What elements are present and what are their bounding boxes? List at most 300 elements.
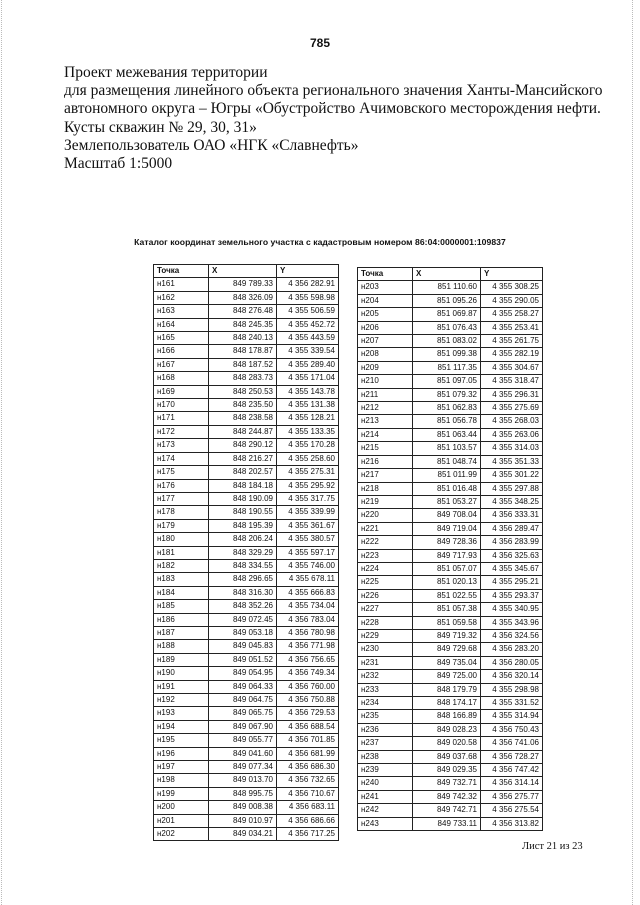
y-cell: 4 355 734.04	[277, 600, 339, 613]
point-cell: н200	[154, 801, 209, 814]
y-cell: 4 355 258.27	[481, 308, 543, 321]
point-cell: н166	[154, 345, 209, 358]
point-cell: н221	[358, 522, 413, 535]
point-cell: н171	[154, 412, 209, 425]
y-cell: 4 355 143.78	[277, 385, 339, 398]
table-row	[154, 372, 339, 385]
table-row	[154, 305, 339, 318]
y-cell: 4 355 258.60	[277, 452, 339, 465]
point-cell: н198	[154, 774, 209, 787]
point-cell: н238	[358, 750, 413, 763]
x-cell: 851 062.83	[413, 402, 481, 415]
table-row	[358, 402, 543, 415]
point-cell: н214	[358, 428, 413, 441]
y-cell: 4 355 133.35	[277, 425, 339, 438]
x-cell: 851 057.07	[413, 562, 481, 575]
table-row	[154, 814, 339, 827]
x-cell: 849 041.60	[209, 747, 277, 760]
header-line: Кусты скважин № 29, 30, 31»	[64, 118, 257, 136]
page-edge-left	[1, 0, 3, 905]
point-cell: н189	[154, 653, 209, 666]
y-cell: 4 356 741.06	[481, 737, 543, 750]
document-header	[64, 64, 624, 173]
y-cell: 4 356 747.42	[481, 764, 543, 777]
x-cell: 848 195.39	[209, 519, 277, 532]
table-row	[358, 321, 543, 334]
table-row	[154, 774, 339, 787]
x-cell: 848 250.53	[209, 385, 277, 398]
table-row	[154, 761, 339, 774]
table-row	[358, 710, 543, 723]
x-cell: 848 240.13	[209, 332, 277, 345]
x-cell: 849 733.11	[413, 817, 481, 830]
x-cell: 849 729.68	[413, 643, 481, 656]
table-row	[154, 506, 339, 519]
y-cell: 4 355 298.98	[481, 683, 543, 696]
x-cell: 848 245.35	[209, 318, 277, 331]
point-cell: н199	[154, 787, 209, 800]
y-cell: 4 355 282.19	[481, 348, 543, 361]
x-cell: 848 244.87	[209, 425, 277, 438]
y-cell: 4 356 750.88	[277, 694, 339, 707]
y-cell: 4 355 268.03	[481, 415, 543, 428]
x-cell: 849 072.45	[209, 613, 277, 626]
x-cell: 848 329.29	[209, 546, 277, 559]
x-cell: 849 789.33	[209, 278, 277, 291]
y-cell: 4 356 275.77	[481, 790, 543, 803]
table-row	[358, 629, 543, 642]
point-cell: н165	[154, 332, 209, 345]
x-cell: 848 326.09	[209, 291, 277, 304]
point-cell: н243	[358, 817, 413, 830]
table-row	[154, 667, 339, 680]
y-cell: 4 356 333.31	[481, 509, 543, 522]
table-row	[154, 332, 339, 345]
y-cell: 4 355 170.28	[277, 439, 339, 452]
point-cell: н240	[358, 777, 413, 790]
y-cell: 4 356 710.67	[277, 787, 339, 800]
table-row	[154, 586, 339, 599]
y-cell: 4 355 361.67	[277, 519, 339, 532]
y-cell: 4 356 282.91	[277, 278, 339, 291]
x-cell: 848 166.89	[413, 710, 481, 723]
point-cell: н225	[358, 576, 413, 589]
x-cell: 848 178.87	[209, 345, 277, 358]
x-cell: 848 316.30	[209, 586, 277, 599]
point-cell: н193	[154, 707, 209, 720]
x-cell: 848 283.73	[209, 372, 277, 385]
table-row	[358, 495, 543, 508]
x-cell: 849 010.97	[209, 814, 277, 827]
x-cell: 848 202.57	[209, 466, 277, 479]
table-row	[358, 294, 543, 307]
y-cell: 4 355 295.21	[481, 576, 543, 589]
y-cell: 4 355 314.94	[481, 710, 543, 723]
point-cell: н209	[358, 361, 413, 374]
table-row	[358, 509, 543, 522]
x-cell: 848 290.12	[209, 439, 277, 452]
y-cell: 4 355 304.67	[481, 361, 543, 374]
table-row	[358, 482, 543, 495]
point-cell: н236	[358, 723, 413, 736]
x-cell: 848 174.17	[413, 697, 481, 710]
point-cell: н163	[154, 305, 209, 318]
point-cell: н184	[154, 586, 209, 599]
point-cell: н164	[154, 318, 209, 331]
y-cell: 4 356 289.47	[481, 522, 543, 535]
table-row	[358, 683, 543, 696]
table-row	[154, 720, 339, 733]
x-cell: 848 190.55	[209, 506, 277, 519]
x-cell: 848 216.27	[209, 452, 277, 465]
y-cell: 4 356 320.14	[481, 670, 543, 683]
point-cell: н179	[154, 519, 209, 532]
y-cell: 4 356 313.82	[481, 817, 543, 830]
coordinates-table-left	[153, 264, 339, 841]
x-cell: 849 008.38	[209, 801, 277, 814]
y-cell: 4 355 295.92	[277, 479, 339, 492]
table-row	[154, 801, 339, 814]
y-cell: 4 356 681.99	[277, 747, 339, 760]
point-cell: н208	[358, 348, 413, 361]
y-cell: 4 356 283.20	[481, 643, 543, 656]
table-row	[154, 492, 339, 505]
y-cell: 4 355 296.31	[481, 388, 543, 401]
table-row	[358, 589, 543, 602]
point-cell: н201	[154, 814, 209, 827]
table-row	[358, 737, 543, 750]
point-cell: н161	[154, 278, 209, 291]
y-cell: 4 355 340.95	[481, 603, 543, 616]
y-cell: 4 356 750.43	[481, 723, 543, 736]
table-row	[154, 559, 339, 572]
point-cell: н231	[358, 656, 413, 669]
x-cell: 851 057.38	[413, 603, 481, 616]
x-cell: 848 187.52	[209, 358, 277, 371]
y-cell: 4 355 348.25	[481, 495, 543, 508]
x-cell: 851 020.13	[413, 576, 481, 589]
table-row	[154, 412, 339, 425]
point-cell: н173	[154, 439, 209, 452]
y-cell: 4 355 598.98	[277, 291, 339, 304]
y-cell: 4 355 301.22	[481, 469, 543, 482]
sheet-footer: Лист 21 из 23	[522, 841, 583, 852]
header-line: автономного округа – Югры «Обустройство Ачимовского месторождения нефти.	[64, 100, 601, 118]
x-cell: 849 051.52	[209, 653, 277, 666]
y-cell: 4 355 746.00	[277, 559, 339, 572]
table-row	[154, 399, 339, 412]
y-cell: 4 355 293.37	[481, 589, 543, 602]
point-cell: н233	[358, 683, 413, 696]
header-line: Землепользователь ОАО «НГК «Славнефть»	[64, 136, 359, 154]
x-cell: 849 037.68	[413, 750, 481, 763]
x-cell: 848 184.18	[209, 479, 277, 492]
table-row	[358, 415, 543, 428]
point-cell: н220	[358, 509, 413, 522]
point-cell: н211	[358, 388, 413, 401]
y-cell: 4 356 760.00	[277, 680, 339, 693]
x-cell: 851 059.58	[413, 616, 481, 629]
point-cell: н227	[358, 603, 413, 616]
point-cell: н241	[358, 790, 413, 803]
y-cell: 4 355 331.52	[481, 697, 543, 710]
table-row	[358, 536, 543, 549]
x-cell: 851 011.99	[413, 469, 481, 482]
table-row	[358, 750, 543, 763]
point-cell: н182	[154, 559, 209, 572]
x-cell: 851 079.32	[413, 388, 481, 401]
x-cell: 849 725.00	[413, 670, 481, 683]
y-cell: 4 355 253.41	[481, 321, 543, 334]
y-cell: 4 356 783.04	[277, 613, 339, 626]
x-cell: 849 719.04	[413, 522, 481, 535]
table-row	[358, 723, 543, 736]
x-cell: 851 103.57	[413, 442, 481, 455]
y-cell: 4 355 131.38	[277, 399, 339, 412]
x-cell: 849 064.33	[209, 680, 277, 693]
x-cell: 849 053.18	[209, 626, 277, 639]
coordinates-table-right	[357, 267, 543, 831]
point-cell: н176	[154, 479, 209, 492]
point-cell: н174	[154, 452, 209, 465]
point-cell: н192	[154, 694, 209, 707]
table-row	[358, 643, 543, 656]
point-cell: н230	[358, 643, 413, 656]
y-cell: 4 355 339.54	[277, 345, 339, 358]
x-cell: 851 076.43	[413, 321, 481, 334]
x-cell: 849 742.32	[413, 790, 481, 803]
point-cell: н178	[154, 506, 209, 519]
table-row	[358, 522, 543, 535]
table-row	[154, 466, 339, 479]
point-cell: н207	[358, 335, 413, 348]
table-row	[358, 576, 543, 589]
table-row	[358, 764, 543, 777]
column-header-y: Y	[481, 268, 543, 281]
y-cell: 4 355 171.04	[277, 372, 339, 385]
point-cell: н177	[154, 492, 209, 505]
x-cell: 851 056.78	[413, 415, 481, 428]
x-cell: 848 352.26	[209, 600, 277, 613]
point-cell: н181	[154, 546, 209, 559]
point-cell: н222	[358, 536, 413, 549]
page-edge-right	[632, 0, 634, 905]
point-cell: н169	[154, 385, 209, 398]
y-cell: 4 355 275.69	[481, 402, 543, 415]
point-cell: н218	[358, 482, 413, 495]
point-cell: н213	[358, 415, 413, 428]
point-cell: н190	[154, 667, 209, 680]
point-cell: н223	[358, 549, 413, 562]
x-cell: 851 110.60	[413, 281, 481, 294]
y-cell: 4 355 678.11	[277, 573, 339, 586]
x-cell: 848 334.55	[209, 559, 277, 572]
table-row	[154, 358, 339, 371]
y-cell: 4 355 443.59	[277, 332, 339, 345]
x-cell: 848 238.58	[209, 412, 277, 425]
table-row	[154, 573, 339, 586]
table-row	[358, 616, 543, 629]
table-row	[154, 747, 339, 760]
table-row	[154, 291, 339, 304]
y-cell: 4 356 686.66	[277, 814, 339, 827]
y-cell: 4 356 275.54	[481, 804, 543, 817]
column-header-point: Точка	[358, 268, 413, 281]
y-cell: 4 355 345.67	[481, 562, 543, 575]
point-cell: н219	[358, 495, 413, 508]
x-cell: 851 097.05	[413, 375, 481, 388]
column-header-x: X	[413, 268, 481, 281]
table-row	[358, 348, 543, 361]
y-cell: 4 356 756.65	[277, 653, 339, 666]
point-cell: н210	[358, 375, 413, 388]
catalog-title: Каталог координат земельного участка с кадастровым номером 86:04:0000001:109837	[134, 237, 506, 247]
x-cell: 849 735.04	[413, 656, 481, 669]
x-cell: 849 728.36	[413, 536, 481, 549]
point-cell: н172	[154, 425, 209, 438]
x-cell: 849 028.23	[413, 723, 481, 736]
y-cell: 4 355 339.99	[277, 506, 339, 519]
y-cell: 4 356 749.34	[277, 667, 339, 680]
x-cell: 849 054.95	[209, 667, 277, 680]
point-cell: н204	[358, 294, 413, 307]
table-row	[358, 428, 543, 441]
table-row	[154, 439, 339, 452]
table-row	[154, 787, 339, 800]
table-row	[154, 600, 339, 613]
table-row	[154, 828, 339, 841]
x-cell: 848 276.48	[209, 305, 277, 318]
x-cell: 851 048.74	[413, 455, 481, 468]
point-cell: н183	[154, 573, 209, 586]
x-cell: 851 095.26	[413, 294, 481, 307]
point-cell: н205	[358, 308, 413, 321]
table-row	[358, 656, 543, 669]
table-row	[154, 533, 339, 546]
y-cell: 4 356 283.99	[481, 536, 543, 549]
x-cell: 848 235.50	[209, 399, 277, 412]
x-cell: 851 083.02	[413, 335, 481, 348]
point-cell: н229	[358, 629, 413, 642]
table-row	[154, 479, 339, 492]
x-cell: 849 732.71	[413, 777, 481, 790]
point-cell: н195	[154, 734, 209, 747]
table-row	[154, 626, 339, 639]
x-cell: 848 179.79	[413, 683, 481, 696]
x-cell: 851 117.35	[413, 361, 481, 374]
point-cell: н215	[358, 442, 413, 455]
column-header-point: Точка	[154, 265, 209, 278]
column-header-x: X	[209, 265, 277, 278]
table-row	[154, 613, 339, 626]
x-cell: 849 717.93	[413, 549, 481, 562]
point-cell: н191	[154, 680, 209, 693]
table-header-row	[358, 268, 543, 281]
table-row	[358, 469, 543, 482]
x-cell: 848 296.65	[209, 573, 277, 586]
table-row	[358, 817, 543, 830]
y-cell: 4 356 688.54	[277, 720, 339, 733]
point-cell: н168	[154, 372, 209, 385]
point-cell: н242	[358, 804, 413, 817]
x-cell: 851 069.87	[413, 308, 481, 321]
header-line: Проект межевания территории	[64, 64, 268, 81]
point-cell: н196	[154, 747, 209, 760]
y-cell: 4 355 263.06	[481, 428, 543, 441]
y-cell: 4 356 683.11	[277, 801, 339, 814]
table-row	[154, 519, 339, 532]
point-cell: н206	[358, 321, 413, 334]
column-header-y: Y	[277, 265, 339, 278]
y-cell: 4 356 728.27	[481, 750, 543, 763]
y-cell: 4 356 701.85	[277, 734, 339, 747]
coordinates-table-right-body	[358, 281, 543, 831]
point-cell: н180	[154, 533, 209, 546]
x-cell: 849 034.21	[209, 828, 277, 841]
y-cell: 4 355 597.17	[277, 546, 339, 559]
table-row	[358, 335, 543, 348]
table-header-row	[154, 265, 339, 278]
point-cell: н175	[154, 466, 209, 479]
x-cell: 851 099.38	[413, 348, 481, 361]
y-cell: 4 356 324.56	[481, 629, 543, 642]
table-row	[154, 278, 339, 291]
table-row	[154, 452, 339, 465]
table-row	[358, 697, 543, 710]
x-cell: 849 013.70	[209, 774, 277, 787]
table-row	[154, 318, 339, 331]
y-cell: 4 356 280.05	[481, 656, 543, 669]
point-cell: н162	[154, 291, 209, 304]
table-row	[358, 308, 543, 321]
x-cell: 849 719.32	[413, 629, 481, 642]
x-cell: 849 055.77	[209, 734, 277, 747]
x-cell: 849 029.35	[413, 764, 481, 777]
table-row	[154, 653, 339, 666]
x-cell: 848 206.24	[209, 533, 277, 546]
table-row	[358, 804, 543, 817]
y-cell: 4 355 506.59	[277, 305, 339, 318]
point-cell: н167	[154, 358, 209, 371]
table-row	[358, 442, 543, 455]
x-cell: 849 067.90	[209, 720, 277, 733]
x-cell: 849 708.04	[413, 509, 481, 522]
x-cell: 849 064.75	[209, 694, 277, 707]
page-number: 785	[309, 36, 331, 50]
table-row	[358, 603, 543, 616]
point-cell: н237	[358, 737, 413, 750]
point-cell: н203	[358, 281, 413, 294]
point-cell: н224	[358, 562, 413, 575]
coordinates-table-left-body	[154, 278, 339, 841]
table-row	[154, 680, 339, 693]
point-cell: н235	[358, 710, 413, 723]
y-cell: 4 355 275.31	[277, 466, 339, 479]
point-cell: н188	[154, 640, 209, 653]
x-cell: 849 045.83	[209, 640, 277, 653]
x-cell: 849 065.75	[209, 707, 277, 720]
y-cell: 4 355 128.21	[277, 412, 339, 425]
x-cell: 851 016.48	[413, 482, 481, 495]
x-cell: 848 995.75	[209, 787, 277, 800]
table-row	[358, 375, 543, 388]
x-cell: 849 020.58	[413, 737, 481, 750]
x-cell: 849 742.71	[413, 804, 481, 817]
y-cell: 4 356 771.98	[277, 640, 339, 653]
point-cell: н239	[358, 764, 413, 777]
y-cell: 4 355 261.75	[481, 335, 543, 348]
y-cell: 4 355 452.72	[277, 318, 339, 331]
